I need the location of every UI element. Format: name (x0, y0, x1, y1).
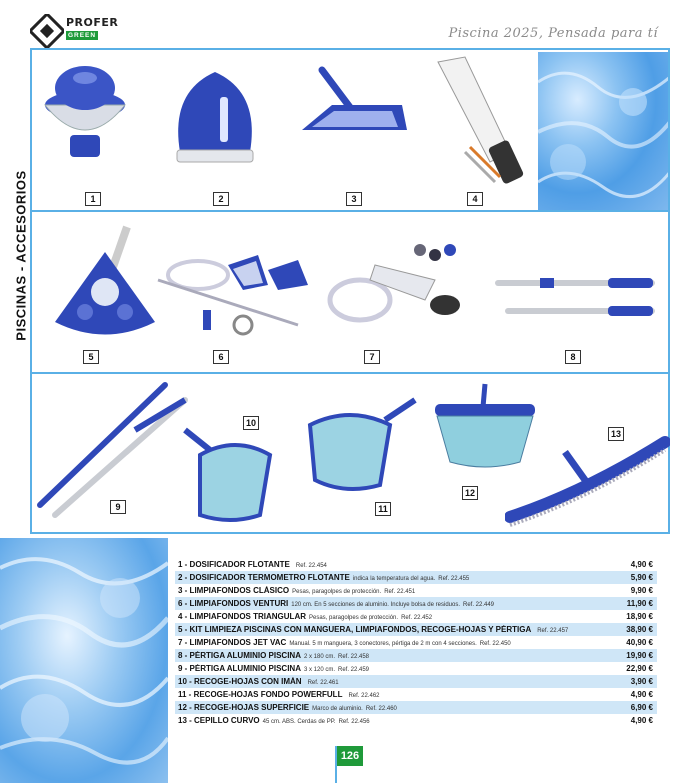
item-name: 2 - DOSIFICADOR TERMOMETRO FLOTANTE (178, 573, 350, 582)
item-ref: Ref. 22.454 (295, 563, 327, 569)
list-item (175, 597, 657, 610)
item-ref: Ref. 22.449 (463, 602, 495, 608)
item-ref: Ref. 22.455 (438, 576, 470, 582)
product-number-label: 2 (213, 192, 229, 206)
product-number-label: 9 (110, 500, 126, 514)
list-item-description (178, 612, 620, 621)
item-name: 12 - RECOGE-HOJAS SUPERFICIE (178, 703, 310, 712)
item-desc: indica la temperatura del agua. (352, 576, 436, 582)
product-5-image (45, 222, 160, 352)
product-number-label: 3 (346, 192, 362, 206)
item-name: 1 - DOSIFICADOR FLOTANTE (178, 560, 290, 569)
item-desc: Pesas, paragolpes de protección. (292, 589, 382, 595)
item-ref: Ref. 22.456 (338, 719, 370, 725)
divider (30, 48, 670, 50)
list-item (175, 675, 657, 688)
pool-water-image (0, 538, 168, 783)
list-item-description (178, 560, 625, 569)
item-name: 4 - LIMPIAFONDOS TRIANGULAR (178, 612, 306, 621)
product-number-label: 10 (243, 416, 259, 430)
profer-logo-icon (30, 14, 64, 48)
list-item (175, 649, 657, 662)
item-name: 11 - RECOGE-HOJAS FONDO POWERFULL (178, 690, 343, 699)
item-desc: 2 x 180 cm. (303, 654, 335, 660)
list-item (175, 584, 657, 597)
list-item (175, 714, 657, 727)
item-desc: 45 cm. ABS. Cerdas de PP. (262, 719, 336, 725)
item-price: 4,90 € (630, 560, 653, 569)
list-item-description (178, 573, 625, 582)
item-name: 3 - LIMPIAFONDOS CLÁSICO (178, 586, 290, 595)
list-item (175, 688, 657, 701)
item-name: 7 - LIMPIAFONDOS JET VAC (178, 638, 287, 647)
product-1-image (40, 60, 130, 175)
item-ref: Ref. 22.451 (384, 589, 416, 595)
item-price: 5,90 € (630, 573, 653, 582)
product-number-label: 7 (364, 350, 380, 364)
item-price: 38,90 € (626, 625, 653, 634)
product-11-image (305, 395, 420, 500)
tagline: Piscina 2025, Pensada para tí (448, 26, 658, 41)
divider (30, 210, 670, 212)
item-ref: Ref. 22.458 (337, 654, 370, 660)
item-price: 6,90 € (630, 703, 653, 712)
item-price: 3,90 € (630, 677, 653, 686)
item-desc: Manual. 5 m manguera, 3 conectores, pértiga de 2 m con 4 secciones. (289, 641, 477, 647)
product-number-label: 1 (85, 192, 101, 206)
list-item-description (178, 586, 625, 595)
divider (30, 372, 670, 374)
item-name: 8 - PÉRTIGA ALUMINIO PISCINA (178, 651, 301, 660)
item-ref: Ref. 22.462 (348, 693, 380, 699)
item-desc: Marco de aluminio. (312, 706, 363, 712)
list-item-description (178, 625, 620, 634)
item-price: 9,90 € (630, 586, 653, 595)
item-ref: Ref. 22.461 (307, 680, 339, 686)
list-item-description (178, 638, 620, 647)
product-number-label: 6 (213, 350, 229, 364)
list-item (175, 701, 657, 714)
list-item (175, 662, 657, 675)
item-price: 18,90 € (626, 612, 653, 621)
list-item (175, 571, 657, 584)
item-name: 5 - KIT LIMPIEZA PISCINAS CON MANGUERA, LIMPIAFONDOS, RECOGE-HOJAS Y PÉRTIGA (178, 625, 532, 634)
item-name: 6 - LIMPIAFONDOS VENTURI (178, 599, 289, 608)
brand-sub: GREEN (67, 32, 97, 39)
item-price: 19,90 € (626, 651, 653, 660)
item-ref: Ref. 22.460 (365, 706, 397, 712)
product-number-label: 11 (375, 502, 391, 516)
list-item-description (178, 599, 621, 608)
product-13-image (505, 432, 670, 537)
page-number: 126 (337, 746, 363, 766)
list-item (175, 558, 657, 571)
product-number-label: 12 (462, 486, 478, 500)
product-6-image (148, 245, 318, 350)
product-10-image (180, 425, 290, 530)
item-ref: Ref. 22.450 (479, 641, 511, 647)
item-ref: Ref. 22.459 (337, 667, 370, 673)
item-name: 9 - PÉRTIGA ALUMINIO PISCINA (178, 664, 301, 673)
product-7-image (325, 235, 470, 340)
price-list (175, 558, 657, 727)
list-item-description (178, 703, 625, 712)
product-number-label: 4 (467, 192, 483, 206)
list-item-description (178, 690, 625, 699)
product-2-image (165, 62, 265, 177)
product-3-image (292, 65, 412, 160)
item-desc: 120 cm. En 5 secciones de aluminio. Incluye bolsa de residuos. (291, 602, 460, 608)
item-price: 4,90 € (630, 716, 653, 725)
item-price: 4,90 € (630, 690, 653, 699)
list-item-description (178, 651, 620, 660)
list-item-description (178, 677, 625, 686)
product-number-label: 5 (83, 350, 99, 364)
item-desc: Pesas, paragolpes de protección. (309, 615, 399, 621)
product-number-label: 13 (608, 427, 624, 441)
item-name: 13 - CEPILLO CURVO (178, 716, 260, 725)
item-name: 10 - RECOGE-HOJAS CON IMÁN (178, 677, 302, 686)
pool-water-image (538, 52, 670, 210)
divider (30, 48, 32, 534)
item-ref: Ref. 22.457 (537, 628, 569, 634)
list-item (175, 610, 657, 623)
item-price: 40,90 € (626, 638, 653, 647)
item-price: 22,90 € (626, 664, 653, 673)
list-item-description (178, 664, 620, 673)
product-8-image (490, 272, 660, 332)
brand-name: PROFER (66, 16, 119, 29)
product-4-image (430, 52, 540, 202)
list-item (175, 623, 657, 636)
list-item-description (178, 716, 625, 725)
section-side-label: PISCINAS - ACCESORIOS (13, 170, 29, 341)
item-ref: Ref. 22.452 (401, 615, 433, 621)
item-desc: 3 x 120 cm. (303, 667, 335, 673)
product-number-label: 8 (565, 350, 581, 364)
item-price: 11,90 € (626, 599, 653, 608)
list-item (175, 636, 657, 649)
